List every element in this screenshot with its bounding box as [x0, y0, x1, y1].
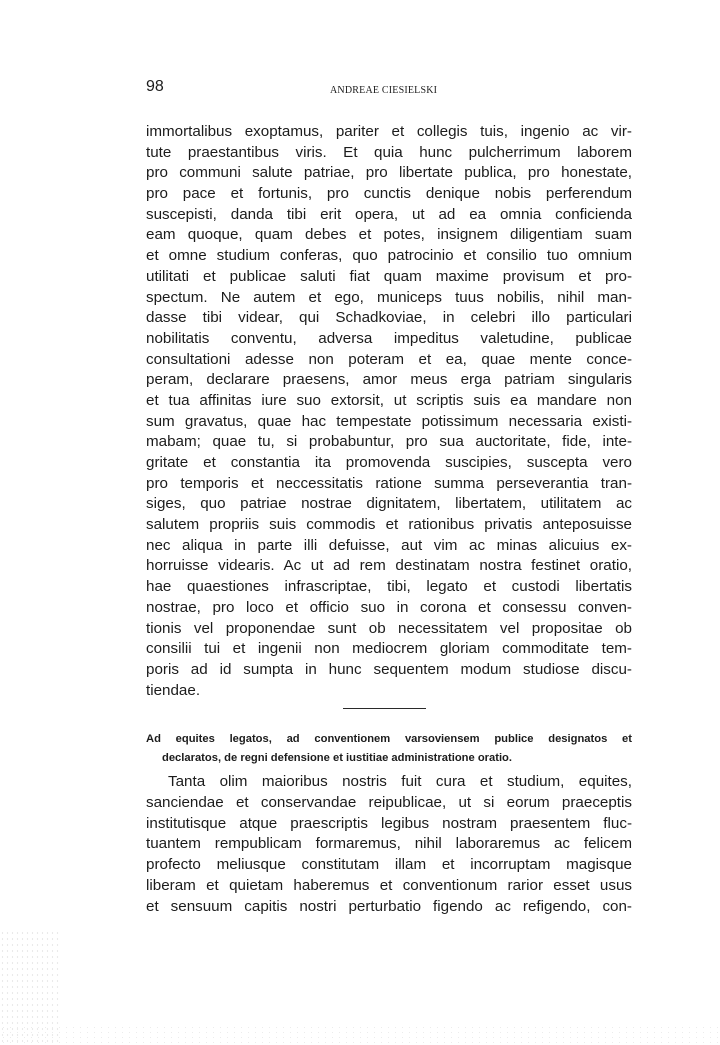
page-number: 98	[146, 78, 164, 95]
body-paragraph	[146, 122, 632, 701]
text-line: Tanta olim maioribus nostris fuit cura et studium, equites,	[168, 773, 632, 790]
running-head: ANDREAE CIESIELSKI	[330, 85, 438, 96]
text-line: sanciendae et conservandae reipublicae, ut si eorum praeceptis	[146, 793, 632, 811]
section-divider	[343, 708, 426, 709]
text-line: mabam; quae tu, si probabuntur, pro sua auctoritate, fide, inte-	[146, 433, 632, 451]
text-line: consilii tui et ingenii non mediocrem gloriam commoditate tem-	[146, 640, 632, 658]
text-line: institutisque atque praescriptis legibus nostram praesentem fluc-	[146, 814, 632, 832]
text-line: eam quoque, quam debes et potes, insignem diligentiam suam	[146, 226, 632, 244]
text-line: tute praestantibus viris. Et quia hunc pulcherrimum laborem	[146, 143, 632, 161]
text-line: siges, quo patriae nostrae dignitatem, libertatem, utilitatem ac	[146, 495, 632, 513]
text-line: liberam et quietam haberemus et conventionum rarior esset usus	[146, 876, 632, 894]
oration-paragraph	[146, 772, 632, 918]
text-line: gritate et constantia ita promovenda suscipies, suscepta vero	[146, 454, 632, 471]
scan-noise	[0, 1025, 720, 1045]
heading-line: Ad equites legatos, ad conventionem varsoviensem publice designatos et	[146, 733, 632, 745]
text-line: pro pace et fortunis, pro cunctis denique nobis perferendum	[146, 185, 632, 203]
text-line: utilitati et publicae saluti fiat quam maxime provisum et pro-	[146, 267, 632, 285]
text-line: dasse tibi videar, qui Schadkoviae, in celebri illo particulari	[146, 309, 632, 327]
text-line: et omne studium conferas, quo patrocinio et consilio tuo omnium	[146, 247, 632, 265]
text-line: tionis vel proponendae sunt ob necessitatem vel propositae ob	[146, 619, 632, 637]
text-line: nobilitatis conventu, adversa impeditus valetudine, publicae	[146, 329, 632, 347]
section-heading	[146, 730, 632, 768]
text-line: salutem propriis suis commodis et rationibus privatis anteposuisse	[146, 516, 632, 534]
heading-line: declaratos, de regni defensione et iustitiae administratione oratio.	[162, 752, 513, 764]
text-line: nostrae, pro loco et officio suo in corona et consessu conven-	[146, 598, 632, 616]
text-line: consultationi adesse non poteram et ea, quae mente conce-	[146, 350, 632, 368]
text-line: hae quaestiones infrascriptae, tibi, legato et custodi libertatis	[146, 578, 632, 596]
text-line: nec aliqua in parte illi defuisse, aut vim ac minas alicuius ex-	[146, 536, 632, 554]
text-line: sum gravatus, quae hac tempestate potissimum necessaria existi-	[146, 412, 632, 430]
text-line: tuantem rempublicam formaremus, nihil laboraremus ac felicem	[146, 835, 632, 853]
text-line: tiendae.	[146, 681, 201, 699]
text-line: pro communi salute patriae, pro libertate publica, pro honestate,	[146, 164, 632, 182]
text-line: peram, declarare praesens, amor meus erga patriam singularis	[146, 371, 632, 389]
text-line: spectum. Ne autem et ego, municeps tuus nobilis, nihil man-	[146, 288, 632, 306]
text-line: immortalibus exoptamus, pariter et collegis tuis, ingenio ac vir-	[146, 123, 632, 140]
text-line: pro temporis et neccessitatis ratione summa perseverantia tran-	[146, 474, 632, 492]
text-line: et tua affinitas iure suo extorsit, ut scriptis suis ea mandare non	[146, 391, 632, 409]
text-line: horruisse videaris. Ac ut ad rem destinatam nostra festinet oratio,	[146, 557, 632, 575]
text-line: suscepisti, danda tibi erit opera, ut ad ea omnia conficienda	[146, 205, 632, 223]
text-line: poris ad id sumpta in hunc sequentem modum studiose discu-	[146, 660, 632, 678]
text-line: profecto meliusque constitutam illam et incorruptam magisque	[146, 856, 632, 874]
text-line: et sensuum capitis nostri perturbatio figendo ac refigendo, con-	[146, 897, 632, 915]
